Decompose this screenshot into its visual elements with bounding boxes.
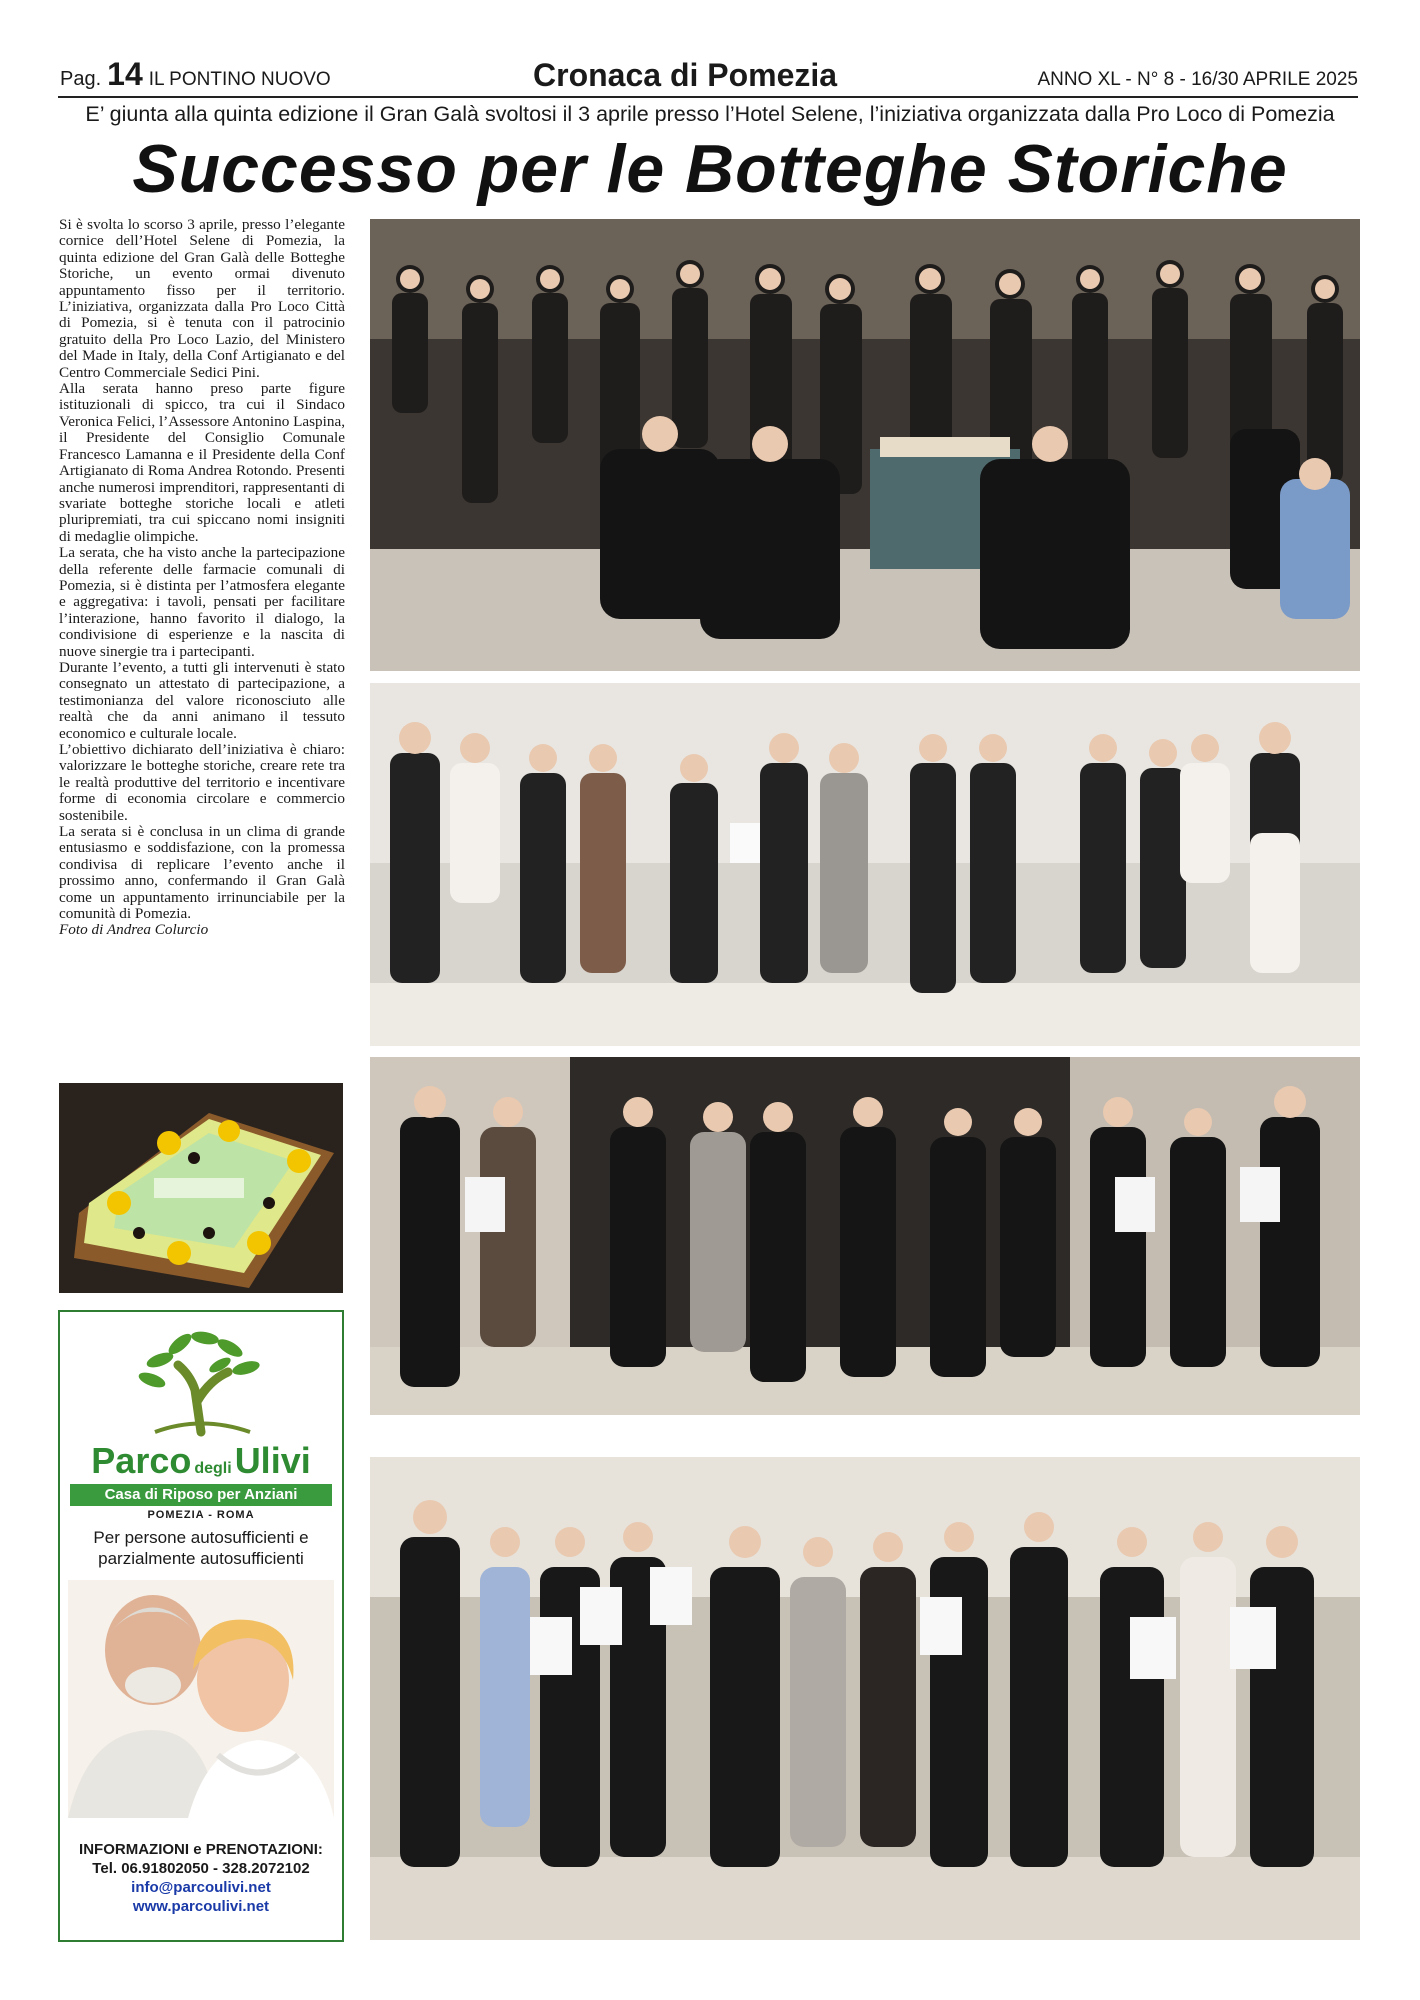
brand-name-part: degli: [194, 1460, 232, 1477]
info-title: INFORMAZIONI e PRENOTAZIONI:: [79, 1841, 323, 1858]
cake-photo: [59, 1083, 343, 1293]
group-photo-awards: [370, 1057, 1360, 1415]
group-photo-certificates: [370, 683, 1360, 1046]
email-link[interactable]: info@parcoulivi.net: [131, 1879, 271, 1896]
olive-tree-logo: [60, 1320, 342, 1438]
article-body: [59, 217, 345, 939]
article-paragraph: Alla serata hanno preso parte figure istituzionali di spicco, tra cui il Sindaco Veronica Felici, l’Assessore Antonino Laspina, il Presidente del Consiglio Comunale Francesco Lamanna e il Presidente della Conf Artigianato di Roma Andrea Rotondo. Presenti anche numerosi imprenditori, rappresentanti di svariate botteghe storiche locali e atleti pluripremiati, tra cui spiccano nomi insigniti di medaglie olimpiche.: [59, 380, 345, 545]
advertisement-parco-ulivi: [58, 1310, 344, 1942]
article-paragraph: L’obiettivo dichiarato dell’iniziativa è chiaro: valorizzare le botteghe storiche, creare rete tra le realtà produttive del territorio e incentivare forme di economia circolare e commercio sostenibile.: [59, 741, 345, 824]
page-header: [58, 58, 1358, 98]
article-paragraph: La serata, che ha visto anche la partecipazione della referente delle farmacie comunali di Pomezia, si è distinta per l’atmosfera elegante e aggregativa: i tavoli, pensati per facilitare l’interazione, hanno favorito il dialogo, la condivisione di esperienze e la nascita di nuove sinergie tra i partecipanti.: [59, 544, 345, 660]
elderly-couple-photo: [68, 1580, 334, 1818]
page-number-block: [60, 56, 331, 93]
photo-credit: Foto di Andrea Colurcio: [59, 921, 209, 939]
article-paragraph: La serata si è conclusa in un clima di grande entusiasmo e soddisfazione, con la promessa condivisa di replicare l’evento anche il prossimo anno, confermando il Gran Galà come un appuntamento irrinunciabile per la comunità di Pomezia.: [59, 823, 345, 923]
issue-info: ANNO XL - N° 8 - 16/30 APRILE 2025: [1037, 69, 1358, 90]
headline: Successo per le Botteghe Storiche: [132, 131, 1288, 207]
article-paragraph: Si è svolta lo scorso 3 aprile, presso l’elegante cornice dell’Hotel Selene di Pomezia, la quinta edizione del Gran Galà delle Botteghe Storiche, un evento ormai divenuto appuntamento fisso per il territorio. L’iniziativa, organizzata dalla Pro Loco Città di Pomezia, si è tenuta con il patrocinio gratuito della Pro Loco Lazio, del Ministero del Made in Italy, della Conf Artigianato e del Centro Commerciale Sedici Pini.: [59, 216, 345, 381]
contact-info: [60, 1840, 342, 1916]
phone-numbers: Tel. 06.91802050 - 328.2072102: [92, 1860, 310, 1877]
brand-name-part: Parco: [91, 1440, 192, 1481]
section-title: Cronaca di Pomezia: [533, 57, 838, 93]
brand-location: POMEZIA - ROMA: [147, 1509, 255, 1521]
ad-description: Per persone autosufficienti e parzialmente autosufficienti: [93, 1528, 309, 1568]
kicker: E’ giunta alla quinta edizione il Gran Galà svoltosi il 3 aprile presso l’Hotel Selene, l’iniziativa organizzata dalla Pro Loco di Pomezia: [85, 102, 1335, 126]
article-paragraph: Durante l’evento, a tutti gli intervenuti è stato consegnato un attestato di partecipazione, a testimonianza del valore riconosciuto alle realtà che da anni animano il tessuto economico e culturale locale.: [59, 658, 345, 742]
brand-name: [60, 1440, 342, 1482]
brand-tagline: Casa di Riposo per Anziani: [70, 1484, 332, 1506]
newspaper-name: IL PONTINO NUOVO: [148, 69, 331, 90]
brand-name-part: Ulivi: [234, 1440, 311, 1481]
group-photo-cake: [370, 219, 1360, 671]
page-number: 14: [107, 56, 143, 92]
website-link[interactable]: www.parcoulivi.net: [132, 1898, 270, 1915]
page-label: Pag.: [60, 68, 102, 90]
group-photo-participants: [370, 1457, 1360, 1940]
